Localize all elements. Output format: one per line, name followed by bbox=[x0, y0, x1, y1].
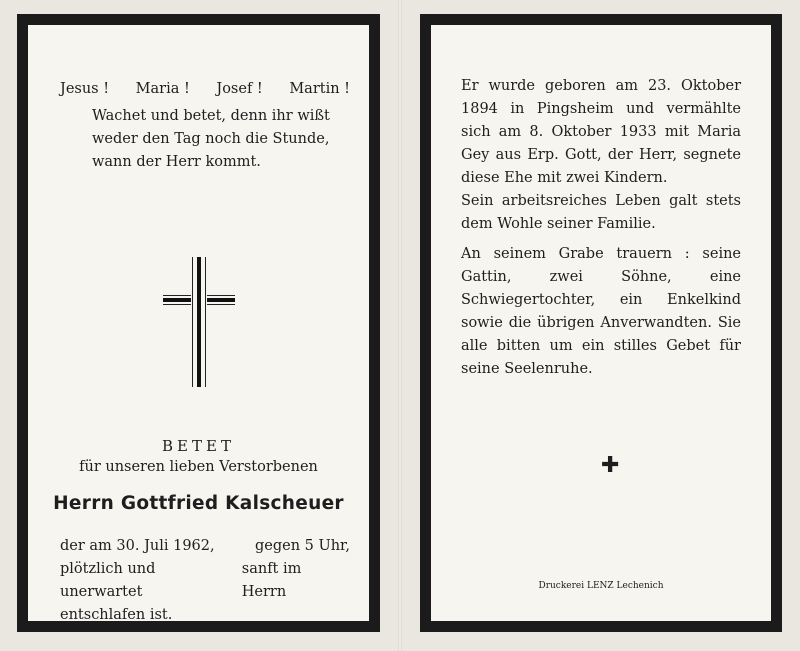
death-line-2 bbox=[60, 558, 350, 604]
invocation-maria: Maria ! bbox=[135, 81, 190, 97]
cross-vertical-beam bbox=[192, 257, 206, 387]
invocation-jesus: Jesus ! bbox=[60, 81, 110, 97]
death-line-1 bbox=[60, 535, 350, 558]
invocation-martin: Martin ! bbox=[289, 81, 350, 97]
death-notice bbox=[60, 535, 350, 627]
left-panel bbox=[17, 14, 380, 632]
small-cross-icon: ✚ bbox=[601, 453, 620, 478]
life-paragraph: Sein arbeitsreiches Leben galt stets dem Wohle seiner Familie. bbox=[461, 193, 741, 232]
invocation-line bbox=[60, 81, 350, 97]
death-text-a: plötzlich und unerwartet bbox=[60, 561, 156, 600]
verse-line: wann der Herr kommt. bbox=[92, 154, 261, 170]
verse-line: Wachet und betet, denn ihr wißt bbox=[92, 108, 330, 124]
biography-paragraph: Er wurde geboren am 23. Oktober 1894 in Pingsheim und vermählte sich am 8. Oktober 1933 mit Maria Gey aus Erp. Gott, der Herr, segnete diese Ehe mit zwei Kindern. bbox=[461, 78, 741, 186]
for-deceased-line: für unseren lieben Verstorbenen bbox=[79, 459, 318, 475]
verse-line: weder den Tag noch die Stunde, bbox=[92, 131, 330, 147]
mourners-paragraph: An seinem Grabe trauern : seine Gattin, zwei Söhne, eine Schwiegertochter, ein Enkelkind sowie die übrigen Anverwandten. Sie alle bitten um ein stilles Gebet für seine Seelenruhe. bbox=[461, 246, 741, 377]
bible-verse bbox=[92, 105, 352, 174]
deceased-name: Herrn Gottfried Kalscheuer bbox=[53, 493, 344, 514]
printer-credit: Druckerei LENZ Lechenich bbox=[538, 581, 664, 591]
cross-icon bbox=[163, 257, 235, 387]
cross-right-arm bbox=[207, 295, 235, 305]
invocation-josef: Josef ! bbox=[216, 81, 263, 97]
death-text-b: sanft im Herrn bbox=[241, 561, 302, 600]
death-line-3: entschlafen ist. bbox=[60, 607, 173, 623]
death-time: gegen 5 Uhr, bbox=[254, 538, 350, 554]
card-fold bbox=[398, 0, 402, 651]
cross-left-arm bbox=[163, 295, 191, 305]
betet-heading: BETET bbox=[162, 437, 235, 455]
death-date: der am 30. Juli 1962, bbox=[60, 538, 215, 554]
right-panel bbox=[420, 14, 782, 632]
